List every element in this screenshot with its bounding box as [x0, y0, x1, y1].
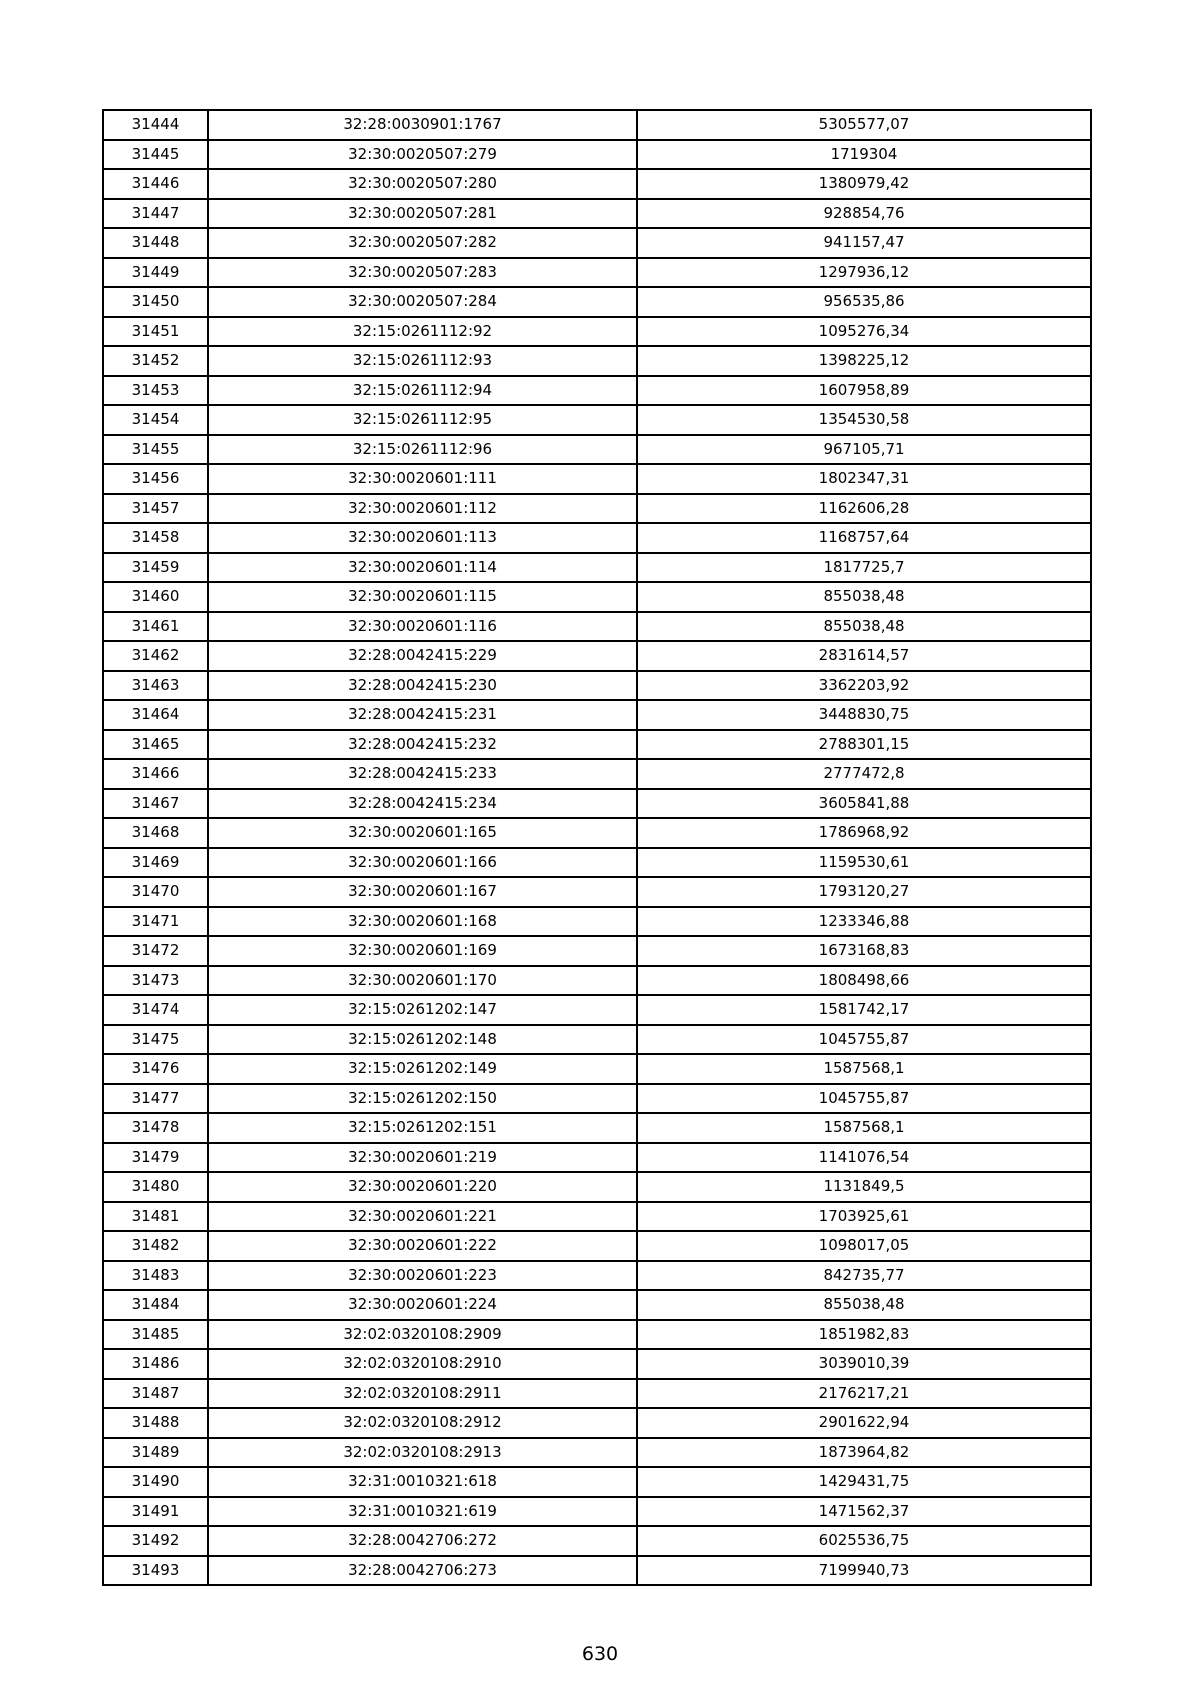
cadastral-value-cell: 1141076,54: [637, 1143, 1091, 1173]
cadastral-value-cell: 2777472,8: [637, 759, 1091, 789]
cadastral-number-cell: 32:30:0020601:170: [208, 966, 637, 996]
cadastral-value-cell: 2901622,94: [637, 1408, 1091, 1438]
row-number-cell: 31469: [103, 848, 208, 878]
cadastral-value-table: [102, 109, 1092, 1586]
cadastral-value-cell: 2788301,15: [637, 730, 1091, 760]
row-number-cell: 31471: [103, 907, 208, 937]
row-number-cell: 31465: [103, 730, 208, 760]
cadastral-value-cell: 1045755,87: [637, 1084, 1091, 1114]
table-row: [103, 1556, 1091, 1586]
cadastral-number-cell: 32:30:0020601:112: [208, 494, 637, 524]
table-row: [103, 1084, 1091, 1114]
cadastral-number-cell: 32:30:0020601:219: [208, 1143, 637, 1173]
row-number-cell: 31487: [103, 1379, 208, 1409]
row-number-cell: 31493: [103, 1556, 208, 1586]
row-number-cell: 31463: [103, 671, 208, 701]
cadastral-value-cell: 1673168,83: [637, 936, 1091, 966]
row-number-cell: 31446: [103, 169, 208, 199]
cadastral-number-cell: 32:02:0320108:2910: [208, 1349, 637, 1379]
cadastral-number-cell: 32:15:0261112:96: [208, 435, 637, 465]
row-number-cell: 31490: [103, 1467, 208, 1497]
row-number-cell: 31473: [103, 966, 208, 996]
row-number-cell: 31448: [103, 228, 208, 258]
cadastral-number-cell: 32:28:0042706:272: [208, 1526, 637, 1556]
row-number-cell: 31478: [103, 1113, 208, 1143]
cadastral-value-cell: 941157,47: [637, 228, 1091, 258]
table-row: [103, 1143, 1091, 1173]
table-row: [103, 1113, 1091, 1143]
cadastral-number-cell: 32:30:0020507:279: [208, 140, 637, 170]
table-row: [103, 848, 1091, 878]
cadastral-value-cell: 1045755,87: [637, 1025, 1091, 1055]
cadastral-value-cell: 842735,77: [637, 1261, 1091, 1291]
row-number-cell: 31460: [103, 582, 208, 612]
table-body: [103, 110, 1091, 1585]
row-number-cell: 31451: [103, 317, 208, 347]
table-row: [103, 1320, 1091, 1350]
table-row: [103, 612, 1091, 642]
table-row: [103, 641, 1091, 671]
cadastral-number-cell: 32:15:0261202:150: [208, 1084, 637, 1114]
row-number-cell: 31450: [103, 287, 208, 317]
page-number: 630: [581, 1643, 619, 1665]
cadastral-number-cell: 32:28:0042415:231: [208, 700, 637, 730]
row-number-cell: 31457: [103, 494, 208, 524]
cadastral-number-cell: 32:30:0020507:280: [208, 169, 637, 199]
cadastral-number-cell: 32:30:0020601:221: [208, 1202, 637, 1232]
table-row: [103, 405, 1091, 435]
row-number-cell: 31481: [103, 1202, 208, 1232]
cadastral-value-cell: 1297936,12: [637, 258, 1091, 288]
cadastral-value-cell: 928854,76: [637, 199, 1091, 229]
cadastral-value-cell: 1429431,75: [637, 1467, 1091, 1497]
cadastral-number-cell: 32:15:0261112:93: [208, 346, 637, 376]
cadastral-value-cell: 967105,71: [637, 435, 1091, 465]
table-row: [103, 1497, 1091, 1527]
cadastral-number-cell: 32:15:0261202:147: [208, 995, 637, 1025]
table-row: [103, 317, 1091, 347]
cadastral-value-cell: 1851982,83: [637, 1320, 1091, 1350]
cadastral-number-cell: 32:30:0020507:282: [208, 228, 637, 258]
row-number-cell: 31485: [103, 1320, 208, 1350]
row-number-cell: 31476: [103, 1054, 208, 1084]
cadastral-number-cell: 32:30:0020507:281: [208, 199, 637, 229]
row-number-cell: 31470: [103, 877, 208, 907]
row-number-cell: 31479: [103, 1143, 208, 1173]
cadastral-value-cell: 1233346,88: [637, 907, 1091, 937]
table-row: [103, 1349, 1091, 1379]
table-row: [103, 1202, 1091, 1232]
table-row: [103, 1261, 1091, 1291]
cadastral-number-cell: 32:30:0020601:223: [208, 1261, 637, 1291]
cadastral-number-cell: 32:30:0020601:166: [208, 848, 637, 878]
row-number-cell: 31482: [103, 1231, 208, 1261]
cadastral-value-cell: 1398225,12: [637, 346, 1091, 376]
table-row: [103, 169, 1091, 199]
row-number-cell: 31464: [103, 700, 208, 730]
table-row: [103, 789, 1091, 819]
row-number-cell: 31480: [103, 1172, 208, 1202]
cadastral-value-cell: 2176217,21: [637, 1379, 1091, 1409]
table-row: [103, 936, 1091, 966]
table-row: [103, 464, 1091, 494]
table-row: [103, 287, 1091, 317]
cadastral-number-cell: 32:02:0320108:2909: [208, 1320, 637, 1350]
cadastral-value-cell: 1808498,66: [637, 966, 1091, 996]
table-row: [103, 1467, 1091, 1497]
cadastral-value-cell: 2831614,57: [637, 641, 1091, 671]
cadastral-value-cell: 7199940,73: [637, 1556, 1091, 1586]
cadastral-value-cell: 1719304: [637, 140, 1091, 170]
cadastral-number-cell: 32:30:0020601:114: [208, 553, 637, 583]
row-number-cell: 31492: [103, 1526, 208, 1556]
row-number-cell: 31455: [103, 435, 208, 465]
cadastral-number-cell: 32:15:0261202:148: [208, 1025, 637, 1055]
cadastral-number-cell: 32:28:0042415:229: [208, 641, 637, 671]
row-number-cell: 31454: [103, 405, 208, 435]
cadastral-number-cell: 32:30:0020601:168: [208, 907, 637, 937]
cadastral-number-cell: 32:30:0020507:284: [208, 287, 637, 317]
cadastral-number-cell: 32:28:0042415:234: [208, 789, 637, 819]
table-row: [103, 110, 1091, 140]
cadastral-value-cell: 1168757,64: [637, 523, 1091, 553]
row-number-cell: 31491: [103, 1497, 208, 1527]
table-row: [103, 228, 1091, 258]
cadastral-number-cell: 32:30:0020601:113: [208, 523, 637, 553]
row-number-cell: 31466: [103, 759, 208, 789]
table-row: [103, 1379, 1091, 1409]
cadastral-value-cell: 855038,48: [637, 1290, 1091, 1320]
cadastral-value-cell: 1159530,61: [637, 848, 1091, 878]
cadastral-number-cell: 32:28:0042415:233: [208, 759, 637, 789]
cadastral-value-cell: 1793120,27: [637, 877, 1091, 907]
cadastral-value-cell: 6025536,75: [637, 1526, 1091, 1556]
cadastral-value-cell: 5305577,07: [637, 110, 1091, 140]
cadastral-number-cell: 32:28:0042415:232: [208, 730, 637, 760]
cadastral-number-cell: 32:31:0010321:619: [208, 1497, 637, 1527]
cadastral-number-cell: 32:30:0020601:220: [208, 1172, 637, 1202]
table-row: [103, 199, 1091, 229]
cadastral-number-cell: 32:30:0020601:165: [208, 818, 637, 848]
row-number-cell: 31461: [103, 612, 208, 642]
cadastral-value-cell: 1786968,92: [637, 818, 1091, 848]
cadastral-number-cell: 32:02:0320108:2913: [208, 1438, 637, 1468]
table-row: [103, 671, 1091, 701]
cadastral-value-cell: 1802347,31: [637, 464, 1091, 494]
cadastral-number-cell: 32:15:0261112:95: [208, 405, 637, 435]
cadastral-value-cell: 1817725,7: [637, 553, 1091, 583]
cadastral-number-cell: 32:15:0261112:94: [208, 376, 637, 406]
cadastral-number-cell: 32:31:0010321:618: [208, 1467, 637, 1497]
row-number-cell: 31484: [103, 1290, 208, 1320]
table-row: [103, 966, 1091, 996]
cadastral-number-cell: 32:30:0020601:169: [208, 936, 637, 966]
cadastral-value-cell: 855038,48: [637, 612, 1091, 642]
row-number-cell: 31488: [103, 1408, 208, 1438]
row-number-cell: 31483: [103, 1261, 208, 1291]
table-row: [103, 818, 1091, 848]
table-row: [103, 907, 1091, 937]
cadastral-value-cell: 1607958,89: [637, 376, 1091, 406]
table-row: [103, 759, 1091, 789]
table-row: [103, 1054, 1091, 1084]
row-number-cell: 31444: [103, 110, 208, 140]
row-number-cell: 31474: [103, 995, 208, 1025]
cadastral-value-cell: 1131849,5: [637, 1172, 1091, 1202]
row-number-cell: 31472: [103, 936, 208, 966]
table-row: [103, 1438, 1091, 1468]
row-number-cell: 31467: [103, 789, 208, 819]
cadastral-value-cell: 1471562,37: [637, 1497, 1091, 1527]
row-number-cell: 31468: [103, 818, 208, 848]
cadastral-number-cell: 32:28:0042415:230: [208, 671, 637, 701]
row-number-cell: 31475: [103, 1025, 208, 1055]
table-row: [103, 376, 1091, 406]
cadastral-number-cell: 32:30:0020507:283: [208, 258, 637, 288]
cadastral-number-cell: 32:15:0261112:92: [208, 317, 637, 347]
cadastral-value-cell: 3039010,39: [637, 1349, 1091, 1379]
table-row: [103, 1290, 1091, 1320]
cadastral-value-cell: 1873964,82: [637, 1438, 1091, 1468]
table-row: [103, 435, 1091, 465]
table-row: [103, 140, 1091, 170]
row-number-cell: 31459: [103, 553, 208, 583]
table-row: [103, 700, 1091, 730]
table-row: [103, 346, 1091, 376]
row-number-cell: 31477: [103, 1084, 208, 1114]
cadastral-value-cell: 3605841,88: [637, 789, 1091, 819]
table-row: [103, 1025, 1091, 1055]
row-number-cell: 31486: [103, 1349, 208, 1379]
cadastral-value-cell: 1703925,61: [637, 1202, 1091, 1232]
cadastral-number-cell: 32:15:0261202:149: [208, 1054, 637, 1084]
cadastral-number-cell: 32:28:0030901:1767: [208, 110, 637, 140]
cadastral-value-cell: 1581742,17: [637, 995, 1091, 1025]
table-row: [103, 1172, 1091, 1202]
row-number-cell: 31449: [103, 258, 208, 288]
cadastral-number-cell: 32:15:0261202:151: [208, 1113, 637, 1143]
row-number-cell: 31445: [103, 140, 208, 170]
cadastral-number-cell: 32:30:0020601:167: [208, 877, 637, 907]
row-number-cell: 31489: [103, 1438, 208, 1468]
row-number-cell: 31452: [103, 346, 208, 376]
cadastral-number-cell: 32:02:0320108:2911: [208, 1379, 637, 1409]
cadastral-value-cell: 1354530,58: [637, 405, 1091, 435]
cadastral-number-cell: 32:30:0020601:115: [208, 582, 637, 612]
row-number-cell: 31456: [103, 464, 208, 494]
table-row: [103, 877, 1091, 907]
table-row: [103, 553, 1091, 583]
cadastral-value-cell: 956535,86: [637, 287, 1091, 317]
cadastral-value-cell: 1098017,05: [637, 1231, 1091, 1261]
cadastral-value-cell: 1095276,34: [637, 317, 1091, 347]
cadastral-value-cell: 1587568,1: [637, 1113, 1091, 1143]
table-row: [103, 494, 1091, 524]
row-number-cell: 31462: [103, 641, 208, 671]
cadastral-number-cell: 32:02:0320108:2912: [208, 1408, 637, 1438]
row-number-cell: 31447: [103, 199, 208, 229]
table-row: [103, 1231, 1091, 1261]
cadastral-value-cell: 1587568,1: [637, 1054, 1091, 1084]
table-row: [103, 1408, 1091, 1438]
row-number-cell: 31453: [103, 376, 208, 406]
cadastral-number-cell: 32:28:0042706:273: [208, 1556, 637, 1586]
cadastral-number-cell: 32:30:0020601:116: [208, 612, 637, 642]
table-row: [103, 523, 1091, 553]
table-row: [103, 1526, 1091, 1556]
cadastral-number-cell: 32:30:0020601:224: [208, 1290, 637, 1320]
cadastral-value-cell: 3448830,75: [637, 700, 1091, 730]
cadastral-value-cell: 855038,48: [637, 582, 1091, 612]
table-row: [103, 582, 1091, 612]
cadastral-value-cell: 1162606,28: [637, 494, 1091, 524]
cadastral-number-cell: 32:30:0020601:222: [208, 1231, 637, 1261]
cadastral-number-cell: 32:30:0020601:111: [208, 464, 637, 494]
cadastral-value-cell: 1380979,42: [637, 169, 1091, 199]
cadastral-value-cell: 3362203,92: [637, 671, 1091, 701]
table-row: [103, 258, 1091, 288]
table-row: [103, 995, 1091, 1025]
table-row: [103, 730, 1091, 760]
row-number-cell: 31458: [103, 523, 208, 553]
